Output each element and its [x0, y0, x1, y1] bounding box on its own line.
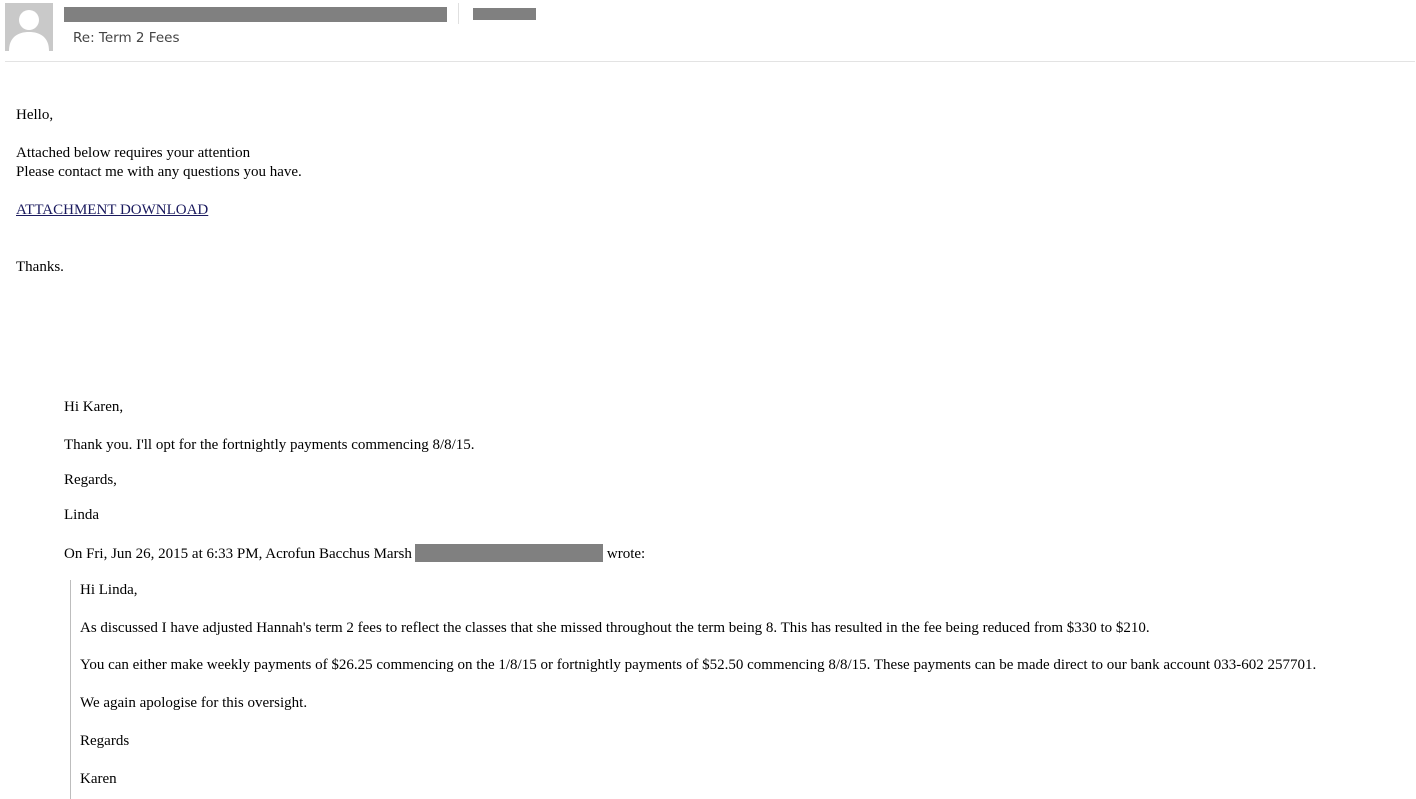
redacted-sender-email: [415, 544, 603, 562]
original-paragraph-1: As discussed I have adjusted Hannah's term 2 fees to reflect the classes that she missed throughout the term being 8. This has resulted in the fee being reduced from $330 to $210.: [80, 620, 1150, 636]
original-name: Karen: [80, 771, 117, 787]
quoted-regards: Regards,: [64, 472, 117, 488]
header-separator: [458, 3, 459, 24]
blockquote-bar: [70, 580, 71, 799]
reply-line-1: Attached below requires your attention: [16, 145, 251, 161]
attribution-prefix: On Fri, Jun 26, 2015 at 6:33 PM, Acrofun Bacchus Marsh: [64, 546, 412, 562]
sender-avatar-icon: [5, 3, 53, 51]
original-paragraph-3: We again apologise for this oversight.: [80, 695, 308, 711]
quote-attribution: [64, 544, 645, 564]
redacted-sender-name: [64, 7, 447, 22]
message-header: [0, 0, 1416, 62]
redacted-sent-date: [473, 8, 536, 20]
original-regards: Regards: [80, 733, 130, 749]
quoted-greeting: Hi Karen,: [64, 399, 124, 415]
attachment-download-link[interactable]: ATTACHMENT DOWNLOAD: [16, 202, 209, 218]
header-divider: [5, 61, 1415, 62]
original-greeting: Hi Linda,: [80, 582, 138, 598]
reply-line-2: Please contact me with any questions you have.: [16, 164, 302, 180]
reply-signoff: Thanks.: [16, 259, 64, 275]
quoted-body: Thank you. I'll opt for the fortnightly payments commencing 8/8/15.: [64, 437, 475, 453]
original-paragraph-2: You can either make weekly payments of $26.25 commencing on the 1/8/15 or fortnightly payments of $52.50 commencing 8/8/15. These payments can be made direct to our bank account 033-602 257701.: [80, 657, 1317, 673]
quoted-name: Linda: [64, 507, 99, 523]
message-subject: Re: Term 2 Fees: [73, 30, 180, 46]
reply-greeting: Hello,: [16, 107, 54, 123]
attribution-suffix: wrote:: [606, 546, 646, 562]
